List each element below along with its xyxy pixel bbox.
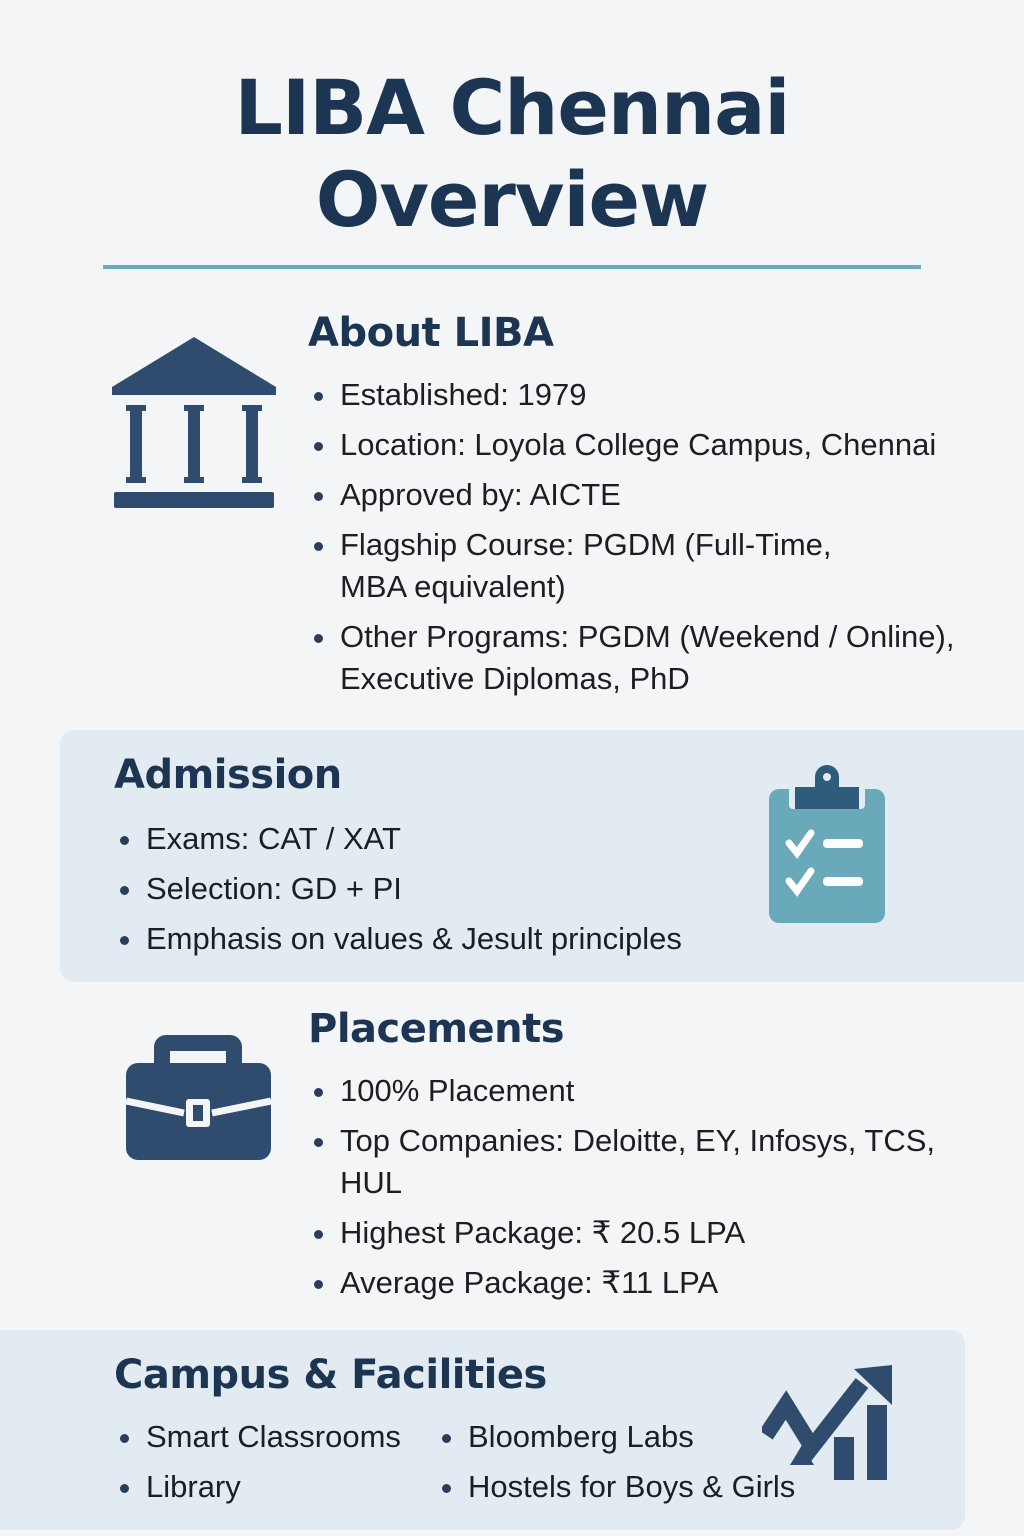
list-item: Emphasis on values & Jesult principles (114, 918, 754, 960)
list-item: Selection: GD + PI (114, 868, 754, 910)
growth-chart-arrow-icon (762, 1365, 897, 1480)
admission-section (114, 752, 754, 968)
list-item: Flagship Course: PGDM (Full-Time, MBA equivalent) (308, 524, 860, 608)
placements-heading: Placements (308, 1006, 565, 1052)
list-item: Other Programs: PGDM (Weekend / Online), Executive Diplomas, PhD (308, 616, 1000, 700)
list-item: Highest Package: ₹ 20.5 LPA (308, 1212, 988, 1254)
campus-section (114, 1352, 854, 1516)
title-line-1: LIBA Chennai (234, 63, 790, 152)
list-item: Library (114, 1466, 436, 1508)
clipboard-checklist-icon (767, 765, 887, 927)
title-line-2: Overview (315, 155, 709, 244)
placements-section (308, 1006, 988, 1312)
page-title (0, 62, 1024, 246)
list-item: Top Companies: Deloitte, EY, Infosys, TCS, HUL (308, 1120, 980, 1204)
campus-heading: Campus & Facilities (114, 1352, 547, 1398)
list-item: Average Package: ₹11 LPA (308, 1262, 988, 1304)
list-item: 100% Placement (308, 1070, 988, 1112)
title-divider (103, 265, 921, 269)
admission-list (114, 818, 754, 960)
briefcase-icon (126, 1033, 271, 1161)
placements-list (308, 1070, 988, 1304)
admission-heading: Admission (114, 752, 342, 798)
list-item: Smart Classrooms (114, 1416, 436, 1458)
list-item: Approved by: AICTE (308, 474, 1008, 516)
list-item: Established: 1979 (308, 374, 1008, 416)
institution-building-icon (110, 337, 278, 512)
list-item: Location: Loyola College Campus, Chennai (308, 424, 1008, 466)
about-list (308, 374, 1008, 700)
list-item: Bloomberg Labs (436, 1416, 836, 1458)
list-item: Hostels for Boys & Girls (436, 1466, 836, 1508)
about-heading: About LIBA (308, 310, 554, 356)
about-section (308, 310, 1008, 708)
list-item: Exams: CAT / XAT (114, 818, 754, 860)
